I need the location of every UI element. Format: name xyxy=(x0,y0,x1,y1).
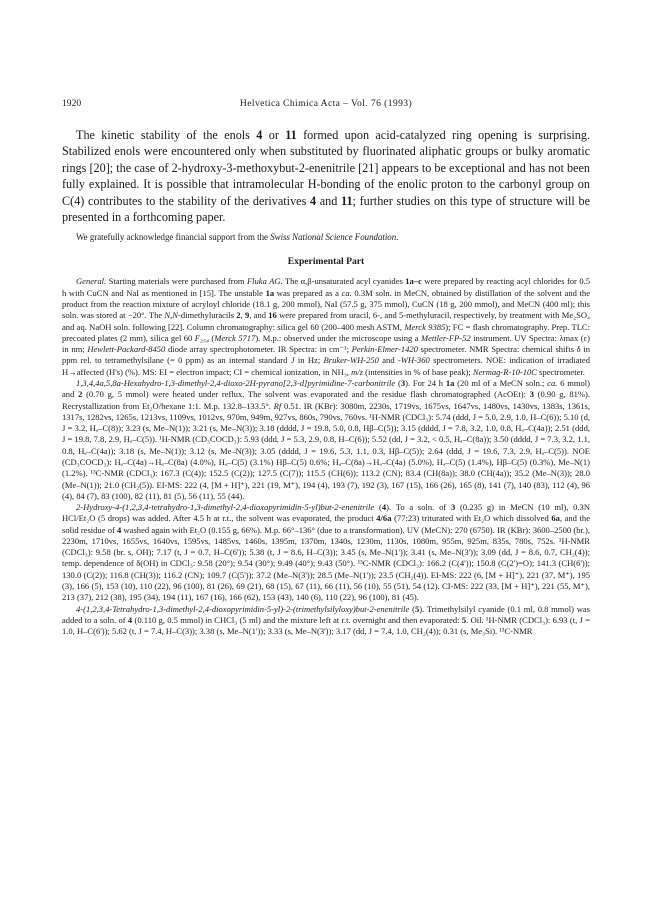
general-text: spectrometers. NOE: indication of irradiated H→affected (H's) (%). MS: EI = electron impact; CI = chemical ionization, in NH₃, xyxy=(62,355,590,377)
general-italic: Merck 9385 xyxy=(404,321,446,332)
general-italic: Hewlett-Packard-8450 xyxy=(87,344,166,355)
compound-3-paragraph xyxy=(62,378,590,502)
compound-ref: 4 xyxy=(117,524,122,535)
intro-text-1: The kinetic stability of the enols xyxy=(76,128,257,142)
acknowledgement xyxy=(62,231,590,243)
general-text: diode array spectrophotometer. IR Spectra: in cm⁻¹; xyxy=(165,344,352,355)
compound-ref: 6a xyxy=(551,513,560,524)
intro-paragraph xyxy=(62,127,590,225)
general-italic: Perkin-Elmer-1420 xyxy=(351,344,418,355)
compound-ref-11b: 11 xyxy=(341,193,353,208)
ack-text-1: We gratefully acknowledge financial support from the xyxy=(76,232,271,243)
compound-4-text: ( xyxy=(374,502,382,513)
ack-text-2: . xyxy=(396,232,399,243)
intro-text-5: ; further studies on this type of structure will be presented in a forthcoming paper. xyxy=(62,193,590,225)
compound-ref-11: 11 xyxy=(285,128,297,142)
general-italic: Mettler-FP-52 xyxy=(420,332,471,343)
running-header xyxy=(62,97,590,111)
general-italic: Nermag-R-10-10C xyxy=(472,366,537,377)
compound-ref: 9 xyxy=(244,310,250,321)
general-text: spectrometer. xyxy=(536,366,585,377)
compound-ref: 2 xyxy=(236,310,241,321)
compound-4-name: 2-Hydroxy-4-(1,2,3,4-tetrahydro-1,3-dimethyl-2,4-dioxopyrimidin-5-yl)but-2-enenitrile xyxy=(76,502,375,513)
compound-3-italic: ca. xyxy=(547,377,558,388)
compound-ref: 4/6a xyxy=(376,513,392,524)
ack-foundation: Swiss National Science Foundation xyxy=(270,232,397,243)
general-italic: Merck 5717 xyxy=(214,332,256,343)
intro-text-2: or xyxy=(262,128,286,142)
compound-ref: 3 xyxy=(450,502,456,513)
general-italic: -WH-360 xyxy=(397,355,430,366)
compound-5-text: . Oil. ¹H-NMR (CDCl₃): 6.93 (t, J = 1.0, H–C(6')); 5.62 (t, J = 7.4, H–C(3)); 3.38 (s, Me–N(1')); 3.33 (s, Me–N(3')); 3.17 (dd, J = 7.4, 1.0, CH₂(4)); 0.31 (s, Me₃Si). ¹³C-NMR xyxy=(62,614,590,637)
general-text: , and xyxy=(249,310,269,321)
compound-ref: 1a xyxy=(445,377,455,388)
compound-3-text: (0.90 g, 81%). Recrystallization from Et₂O/hexane 1:1. M.p. 132.8–133.5°. xyxy=(62,389,590,411)
compound-5-name: 4-(1,2,3,4-Tetrahydro-1,3-dimethyl-2,4-dioxopyrimidin-5-yl)-2-(trimethylsilyloxy)but-2-enenitrile xyxy=(76,603,410,614)
general-text: were prepared by reacting acyl chlorides for 0.5 h with CuCN and NaI as mentioned in [15]. The unstable xyxy=(62,276,591,298)
general-italic: F₂₅₄ xyxy=(194,332,209,343)
compound-3-text: ( xyxy=(395,377,401,388)
page-body xyxy=(62,127,590,637)
page-number: 1920 xyxy=(62,98,82,109)
general-text: , xyxy=(240,310,245,321)
compound-4-paragraph xyxy=(62,502,590,604)
intro-text-3: formed upon acid-catalyzed ring opening is surprising. Stabilized enols were encountered only when substituted by fluorinated aliphatic groups or bulky aromatic rings [20]; the case of 2-hydroxy-3-methoxybut-2-enenitrile [21] appears to be exceptional and has not been fully explained. It is possible that intramolecular H-bonding of the enolic proton to the carbonyl group on C(4) contributes to the stability of the derivatives xyxy=(62,128,590,208)
compound-5-text: ( xyxy=(409,603,415,614)
general-italic: N,N xyxy=(164,310,178,321)
general-text: instrument. UV Spectra: λmax (ε) in nm; xyxy=(62,332,590,355)
compound-3-name: 1,3,4,4a,5,8a-Hexahydro-1,3-dimethyl-2,4-dioxo-2H-pyrano[2,3-d]pyrimidine-7-carbonitrile xyxy=(76,377,396,388)
section-heading: Experimental Part xyxy=(287,256,365,268)
general-italic: Fluka AG xyxy=(246,276,281,287)
intro-text-4: and xyxy=(316,193,342,208)
compound-4-text: , and the solid residue of xyxy=(62,513,591,535)
compound-4-text: (77:23) triturated with Et₂O which dissolved xyxy=(391,513,552,524)
compound-ref: 1a xyxy=(265,287,275,298)
compound-3-text: 6 mmol) and xyxy=(62,377,590,400)
compound-ref: 5 xyxy=(461,614,467,625)
general-text: was prepared as a xyxy=(274,287,342,298)
compound-ref: 3 xyxy=(400,377,406,388)
general-text: and xyxy=(378,355,398,366)
compound-3-italic: Rf xyxy=(273,400,282,411)
general-text: -dimethyluracils xyxy=(177,310,237,321)
general-text: ); FC = flash chromatography. Prep. TLC: precoated plates (2 mm), silica gel 60 xyxy=(62,321,591,343)
compound-4-text: (0.235 g) in MeCN (10 ml), 0.3N HCl/Et₂O (5 drops) was added. After 4.5 h at r.t., the solvent was evaporated, the product xyxy=(62,502,590,524)
general-text: . The α,β-unsaturated acyl cyanides xyxy=(280,276,406,287)
compound-3-text: 0.51. IR (KBr): 3080m, 2230s, 1719vs, 1675vs, 1647vs, 1480vs, 1430vs, 1383s, 1361s, 1317s, 1282vs, 1265s, 1213vs, 1109vs, 1012vs, 970m, 949m, 927vs, 860s, 790vs, 760vs. ¹H-NMR (CDCl₃): 5.74 (ddd, J = 5.0, 2.9, 1.0, H–C(6)); 5.10 (d, J = 3.2, Hₐ–C(8)); 3.23 (s, Me–N(1)); 3.21 (s, Me–N(3)); 3.18 (dddd, J = 19.8, 5.0, 0.8, Hβ–C(5)); 3.15 (dddd, J = 7.8, 3.2, 1.0, 0.8, Hₐ–C(4a)); 2.51 (ddd, J = 19.8, 7.8, 2.9, Hₐ–C(5)). ¹H-NMR (CD₃COCD₃): 5.93 (ddd, J = 5.3, 2.9, 0.8, H–C(6)); 5.52 (dd, J = 3.2, < 0.5, Hₐ–C(8a)); 3.50 (dddd, J = 7.3, 3.2, 1.1, 0.8, Hₐ–C(4a)); 3.18 (s, Me–N(1)); 3.12 (s, Me–N(3)); 3.05 (dddd, J = 19.6, 5.3, 1.1, 0.3, Hβ–C(5)); 2.64 (ddd, J = 19.6, 7.3, 2.9, Hₐ–C(5)). NOE (CD₃COCD₃): Hₐ–C(4a)→Hₐ–C(8a) (4.0%), Hₐ–C(5) (3.1%) Hβ–C(5) 0.6%; Hₐ–C(8a)→Hₐ–C(4a) (5.0%), Hₐ–C(5) (1.4%), Hβ–C(5) (0.3%), Me–N(1) (1.2%). ¹³C-NMR (CDCl₃): 167.3 (C(4)); 152.5 (C(2)); 127.5 (C(7)); 115.5 (CH(6)); 113.2 (CN); 83.4 (CH(8a)); 38.0 (CH(4a)); 35.2 (Me–N(3)); 28.0 (Me–N(1)); 21.0 (CH₂(5)). EI-MS: 222 (4, [M + H]⁺), 221 (19, M⁺), 194 (4), 193 (7), 192 (3), 167 (15), 166 (26), 165 (8), 141 (7), 140 (83), 112 (4), 96 (4), 84 (7), 83 (100), 82 (11), 81 (5), 56 (11), 55 (44). xyxy=(62,400,591,501)
compound-ref-4: 4 xyxy=(256,128,263,142)
general-text: were prepared from uracil, 6-, and 5-methyluracil, respectively, by treatment with Me₂SO₄ and aq. NaOH soln. following [22]. Column chromatography: silica gel 60 (200–400 mesh ASTM, xyxy=(62,310,591,332)
compound-3-text: (20 ml of a MeCN soln.; xyxy=(454,377,548,388)
compound-ref: 2 xyxy=(78,389,83,400)
general-text: ( xyxy=(208,332,215,343)
compound-3-text: ). For 24 h xyxy=(405,377,446,388)
general-italic: Bruker-WH-250 xyxy=(323,355,379,366)
general-italic: ca. xyxy=(341,287,352,298)
compound-3-text: (0.70 g, 5 mmol) were heated under reflux. The solvent was evaporated and the residue flash chromatographed (AcOEt): xyxy=(82,389,530,400)
general-text: Starting materials were purchased from xyxy=(106,276,247,287)
compound-5-text: ). Trimethylsilyl cyanide (0.1 ml, 0.8 mmol) was added to a soln. of xyxy=(62,603,590,625)
general-text: 0.3M soln. in MeCN, obtained by distillation of the solvent and the product from the reaction mixture of acryloyl chloride (18.1 g, 200 mmol), NaI (57.5 g, 375 mmol), CuCN (18 g, 200 mmol), and MeCN (400 ml); this soln. was stored at −20°. The xyxy=(62,287,590,321)
compound-4-text: washed again with Et₂O (0.155 g, 66%). M.p. 66°–136° (due to a transformation). UV (MeCN): 270 (6750). IR (KBr): 3600–2500 (br.), 2230m, 1710vs, 1655vs, 1640vs, 1595vs, 1485vs, 1460s, 1395m, 1370m, 1340s, 1230m, 1130s, 1080m, 955m, 925m, 835s, 780s, 752s. ¹H-NMR (CDCl₃): 9.58 (br. s, OH); 7.17 (t, J = 0.7, H–C(6')); 5.38 (t, J = 8.6, H–C(3)); 3.45 (s, Me–N(1')); 3.41 (s, Me–N(3')); 3.09 (dd, J = 8.6, 0.7, CH₂(4)); temp. dependence of δ(OH) in CDCl₃: 9.58 (20°); 9.54 (30°); 9.49 (40°); 9.43 (50°). ¹³C-NMR (CDCl₃): 166.2 (C(4')); 150.8 (C(2')=O); 141.3 (CH(6')); 130.0 (C(2)); 116.8 (CH(3)); 116.2 (CN); 109.7 (C(5')); 37.2 (Me–N(3')); 28.5 (Me–N(1')); 23.5 (CH₂(4)). EI-MS: 222 (6, [M + H]⁺), 221 (37, M⁺), 195 (3), 166 (5), 153 (10), 110 (22), 96 (100), 81 (26), 69 (21), 68 (15), 67 (11), 66 (11), 56 (10), 55 (51), 54 (12). CI-MS: 222 (33, [M + H]⁺), 221 (55, M⁺), 213 (37), 212 (38), 195 (34), 194 (11), 167 (16), 166 (62), 153 (43), 140 (6), 110 (22), 96 (100), 81 (45). xyxy=(62,524,590,603)
compound-ref: 4 xyxy=(381,502,387,513)
compound-ref-4b: 4 xyxy=(310,193,317,208)
general-italic: J xyxy=(290,355,295,366)
compound-4-text: ). To a soln. of xyxy=(386,502,451,513)
compound-ref: 5 xyxy=(414,603,420,614)
compound-ref: 1a–c xyxy=(405,276,422,287)
compound-ref: 4 xyxy=(127,614,133,625)
general-text: in Hz; xyxy=(294,355,324,366)
compound-ref: 16 xyxy=(268,310,277,321)
general-text: (intensities in % of base peak); xyxy=(362,366,473,377)
general-text: ). M.p.: observed under the microscope using a xyxy=(255,332,421,343)
compound-5-paragraph xyxy=(62,604,590,638)
general-paragraph xyxy=(62,276,590,378)
general-label: General. xyxy=(76,276,107,287)
general-italic: m/z xyxy=(351,366,363,377)
journal-title: Helvetica Chimica Acta – Vol. 76 (1993) xyxy=(239,98,413,109)
compound-5-text: (0.110 g, 0.5 mmol) in CHCl₃ (5 ml) and the mixture left at r.t. overnight and then evaporated: xyxy=(132,614,462,625)
compound-ref: 3 xyxy=(529,389,534,400)
general-text: spectrometer. NMR Spectra: chemical shifts δ in ppm rel. to tetramethylsilane (= 0 ppm) as an internal standard xyxy=(62,344,591,366)
